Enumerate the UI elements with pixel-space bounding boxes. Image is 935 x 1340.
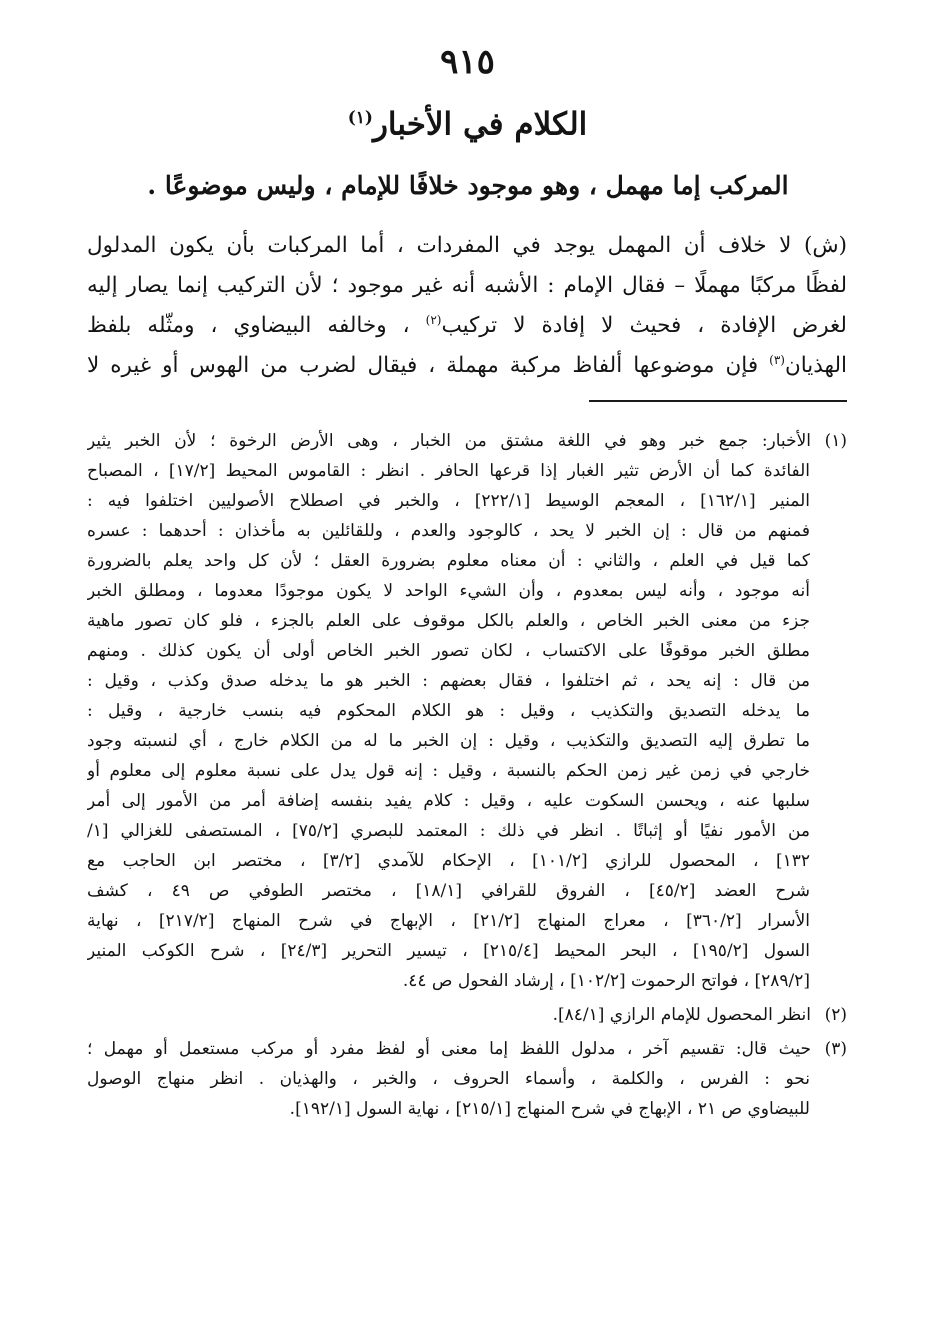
footnote-line: الفائدة كما أن الأرض تثير الغبار إذا قرعها الحافر . انظر : القاموس المحيط [١٧/٢] ، المصباح (87, 461, 810, 481)
body-line (87, 226, 847, 266)
body-line (87, 346, 847, 386)
footnote-line: فمنهم من قال : إن الخبر لا يحد ، كالوجود والعدم ، وللقائلين به مأخذان : أحدهما : عسره (87, 521, 810, 541)
footnote-line: نحو : الفرس ، والكلمة ، وأسماء الحروف ، والخبر ، والهذيان . انظر منهاج الوصول (87, 1069, 810, 1089)
footnote-1 (87, 426, 847, 456)
page-number: ٩١٥ (440, 42, 495, 82)
footnote-line: خارجي في زمن غير زمن الحكم بالنسبة ، وقيل : إنه قول يدل على نسبة معلوم إلى معلوم أو (87, 761, 810, 781)
footnote-ref: (٣) (769, 352, 785, 367)
footnote-ref: (١) (347, 108, 373, 128)
footnote-text: الأخبار: جمع خبر وهو في اللغة مشتق من الخبار ، وهى الأرض الرخوة ؛ لأن الخبر يثير (87, 431, 811, 451)
footnote-text: انظر المحصول للإمام الرازي [٨٤/١]. (552, 1005, 811, 1025)
footnote-line: ١٣٢] ، المحصول للرازي [١٠١/٢] ، الإحكام للآمدي [٣/٢] ، مختصر ابن الحاجب مع (87, 851, 810, 871)
footnote-number: (٢) (824, 1005, 847, 1025)
footnote-line: من قال : إنه يحد ، ثم اختلفوا ، فقال بعضهم : الخبر هو ما يدخله صدق وكذب ، وقيل : (87, 671, 810, 691)
footnote-3 (87, 1034, 847, 1064)
footnote-line: سلبها عنه ، ويحسن السكوت عليه ، وقيل : كلام يفيد بنفسه إضافة أمر من الأمور إلى أمر (87, 791, 810, 811)
footnote-ref: (٢) (425, 312, 442, 327)
footnote-line: للبيضاوي ص ٢١ ، الإبهاج في شرح المنهاج [٢١٥/١] ، نهاية السول [١٩٢/١]. (289, 1099, 810, 1119)
footnote-line: الأسرار [٣٦٠/٢] ، معراج المنهاج [٢١/٢] ، الإبهاج في شرح المنهاج [٢١٧/٢] ، نهاية (87, 911, 810, 931)
footnote-number: (٣) (824, 1039, 847, 1059)
footnote-line: مطلق الخبر موقوفًا على الاكتساب ، لكان تصور الخبر الخاص أولى أن يكون كذلك . ومنهم (87, 641, 810, 661)
matn-text: المركب إما مهمل ، وهو موجود خلافًا للإمام ، وليس موضوعًا . (147, 171, 789, 200)
body-text: (ش) لا خلاف أن المهمل يوجد في المفردات ، أما المركبات بأن يكون المدلول (87, 233, 847, 258)
footnote-separator (589, 400, 847, 402)
footnote-number: (١) (824, 431, 847, 451)
footnote-2 (87, 1000, 847, 1030)
body-text: لفظًا مركبًا مهملًا – فقال الإمام : الأشبه أنه غير موجود ؛ لأن التركيب إنما يصار إليه (87, 273, 847, 298)
footnote-line: [٢٨٩/٢] ، فواتح الرحموت [١٠٢/٢] ، إرشاد الفحول ص ٤٤. (402, 971, 810, 991)
footnote-line: أنه موجود ، وأنه ليس بمعدوم ، وأن الشيء الواحد لا يكون موجودًا معدوما ، ومطلق الخبر (87, 581, 810, 601)
body-line (87, 306, 847, 346)
body-text: الهذيان (784, 353, 847, 378)
footnote-line: المنير [١٦٢/١] ، المعجم الوسيط [٢٢٢/١] ، والخبر في اصطلاح الأصوليين اختلفوا فيه : (87, 491, 810, 511)
body-line (87, 266, 847, 306)
footnote-line: جزء من معنى الخبر الخاص ، والعلم بالكل موقوف على العلم بالجزء ، فلو كان تصور ماهية (87, 611, 810, 631)
body-text: فإن موضوعها ألفاظ مركبة مهملة ، فيقال لضرب من الهوس أو غيره لا (87, 353, 759, 378)
footnote-line: من الأمور نفيًا أو إثباتًا . انظر في ذلك : المعتمد للبصري [٧٥/٢] ، المستصفى للغزالي [١/ (87, 821, 810, 841)
footnote-line: ما يدخله التصديق والتكذيب ، وقيل : هو الكلام المحكوم فيه بنسب خارجية ، وقيل : (87, 701, 810, 721)
chapter-title (0, 96, 935, 146)
footnote-line: ما تطرق إليه التصديق والتكذيب ، وقيل : إن الخبر ما له من الكلام خارج ، أي لنسبته وجود (87, 731, 810, 751)
body-text: ، وخالفه البيضاوي ، ومثّله بلفظ (87, 313, 410, 338)
footnote-line: كما قيل في العلم ، والثاني : أن معناه معلوم بضرورة العقل ؛ لأن كل واحد يعلم بالضرورة (87, 551, 810, 571)
body-text: لغرض الإفادة ، فحيث لا إفادة لا تركيب (441, 313, 847, 338)
footnote-text: حيث قال: تقسيم آخر ، مدلول اللفظ إما معنى أو لفظ مفرد أو مركب مستعمل أو مهمل ؛ (87, 1039, 811, 1059)
footnote-line: شرح العضد [٤٥/٢] ، الفروق للقرافي [١٨/١] ، مختصر الطوفي ص ٤٩ ، كشف (87, 881, 810, 901)
chapter-title-text: الكلام في الأخبار (372, 106, 588, 143)
footnote-line: السول [١٩٥/٢] ، البحر المحيط [٢١٥/٤] ، تيسير التحرير [٢٤/٣] ، شرح الكوكب المنير (87, 941, 810, 961)
